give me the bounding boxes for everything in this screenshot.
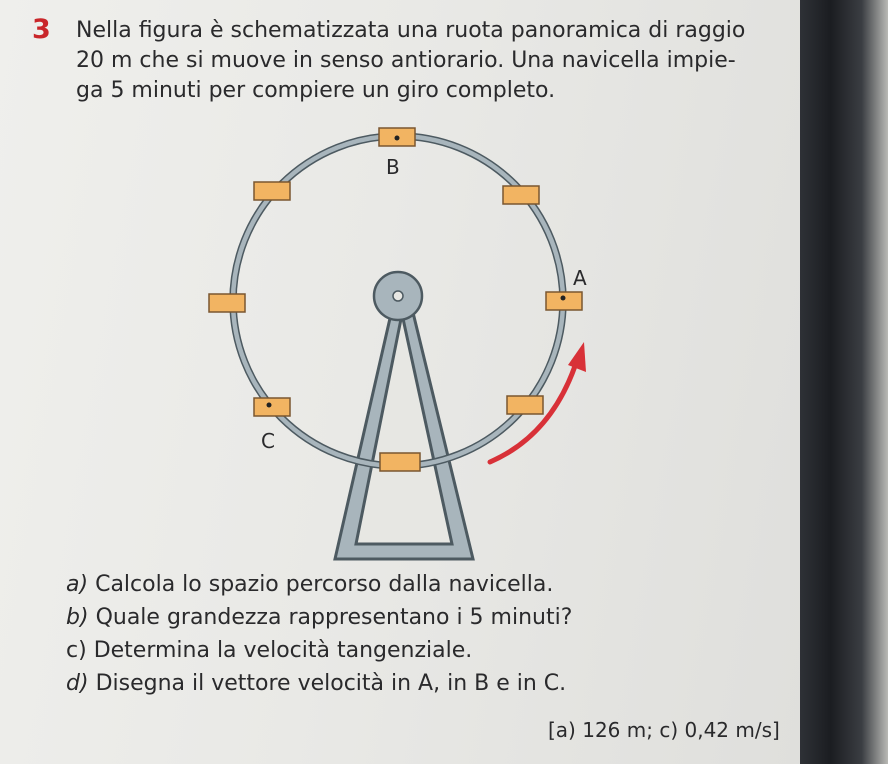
cabin (503, 186, 539, 204)
question-item: b) Quale grandezza rappresentano i 5 minuti? (66, 605, 573, 630)
cabin (254, 398, 290, 416)
cabin (380, 453, 420, 471)
exercise-text-line: 20 m che si muove in senso antiorario. Una navicella impie- (76, 48, 736, 73)
label-b: B (386, 155, 400, 179)
ferris-wheel-diagram (190, 118, 620, 568)
cabin (379, 128, 415, 146)
cabin (209, 294, 245, 312)
wheel-hub-center (393, 291, 403, 301)
exercise-text-line: ga 5 minuti per compiere un giro completo. (76, 78, 556, 103)
cabin (507, 396, 543, 414)
answers: [a) 126 m; c) 0,42 m/s] (548, 718, 780, 742)
exercise-number: 3 (32, 14, 51, 45)
rotation-arrow-head (568, 342, 586, 372)
cabin (546, 292, 582, 310)
question-item: d) Disegna il vettore velocità in A, in B e in C. (66, 671, 567, 696)
book-binding (800, 0, 888, 764)
question-item: a) Calcola lo spazio percorso dalla navicella. (66, 572, 554, 597)
question-list (66, 568, 572, 700)
question-item: c) Determina la velocità tangenziale. (66, 638, 473, 663)
exercise-text (76, 16, 776, 106)
exercise-text-line: Nella figura è schematizzata una ruota panoramica di raggio (76, 18, 746, 43)
label-c: C (261, 429, 275, 453)
cabin (254, 182, 290, 200)
label-a: A (573, 266, 587, 290)
